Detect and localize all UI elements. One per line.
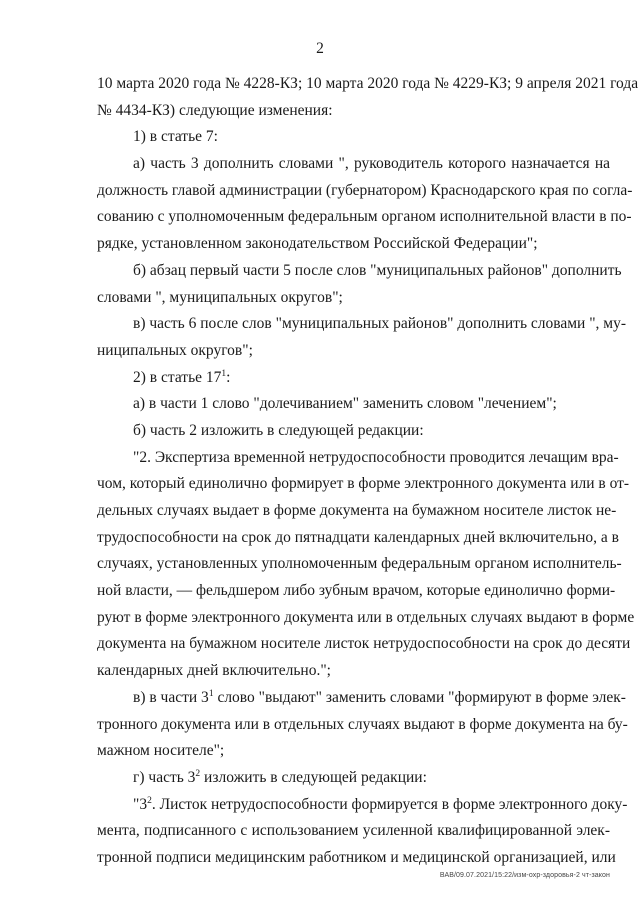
text-line-content: а) в части 1 слово "долечиванием" заменить словом "лечением"; xyxy=(133,395,557,413)
text-line-content: 10 марта 2020 года № 4228-КЗ; 10 марта 2020 года № 4229-КЗ; 9 апреля 2021 года xyxy=(97,75,639,92)
text-line xyxy=(97,445,619,472)
text-line-content: должность главой администрации (губернатором) Краснодарского края по согла- xyxy=(97,181,633,199)
superscript: 2 xyxy=(195,768,201,779)
text-line-content: "3 xyxy=(133,795,148,813)
text-line xyxy=(97,578,616,605)
text-line xyxy=(97,365,610,392)
text-line-content: календарных дней включительно."; xyxy=(97,662,331,680)
text-line-content: б) абзац первый части 5 после слов "муниципальных районов" дополнить xyxy=(133,261,622,279)
text-line-continuation: : xyxy=(226,368,231,386)
text-line xyxy=(97,178,633,205)
text-line xyxy=(97,818,610,845)
text-line xyxy=(97,551,622,578)
text-line-content: словами ", муниципальных округов"; xyxy=(97,288,343,306)
text-line xyxy=(97,471,630,498)
text-line-content: "2. Экспертиза временной нетрудоспособности проводится лечащим вра- xyxy=(133,448,619,466)
text-line-content: 1) в статье 7: xyxy=(133,128,218,146)
text-line xyxy=(97,311,627,338)
text-line-content: ной власти, — фельдшером либо зубным врачом, которые единолично форми- xyxy=(97,582,616,600)
text-line-content: г) часть 3 xyxy=(133,768,196,786)
text-line xyxy=(97,391,610,418)
text-line xyxy=(97,285,610,312)
document-body xyxy=(97,71,639,872)
text-line xyxy=(97,631,631,658)
text-line xyxy=(97,498,617,525)
text-line-content: чом, который единолично формирует в форме электронного документа или в от- xyxy=(97,475,630,493)
text-line xyxy=(97,712,628,739)
text-line xyxy=(97,124,610,151)
text-line-content: № 4434-КЗ) следующие изменения: xyxy=(97,101,333,119)
superscript: 2 xyxy=(147,795,152,806)
text-line-content: рядке, установленном законодательством Российской Федерации"; xyxy=(97,235,538,253)
text-line xyxy=(97,151,610,178)
text-line xyxy=(97,658,610,685)
text-line-content: а) часть 3 дополнить словами ", руководитель которого назначается на xyxy=(133,155,610,173)
text-line-content: тронной подписи медицинским работником и медицинской организацией, или xyxy=(97,848,616,866)
text-line-content: случаях, установленных уполномоченным федеральным органом исполнитель- xyxy=(97,555,622,573)
superscript: 1 xyxy=(208,688,214,699)
text-line xyxy=(97,338,610,365)
text-line-content: трудоспособности на срок до пятнадцати календарных дней включительно, а в xyxy=(97,528,619,546)
text-line xyxy=(97,605,635,632)
text-line-content: ниципальных округов"; xyxy=(97,341,253,359)
text-line-continuation: . Листок нетрудоспособности формируется в форме электронного доку- xyxy=(151,795,628,813)
text-line-content: сованию с уполномоченным федеральным органом исполнительной власти в по- xyxy=(97,208,632,226)
text-line xyxy=(97,738,610,765)
text-line-continuation: слово "выдают" заменить словами "формируют в форме элек- xyxy=(213,688,626,706)
text-line xyxy=(97,845,616,872)
text-line xyxy=(97,71,639,98)
text-line xyxy=(97,98,610,125)
text-line-content: тронного документа или в отдельных случаях выдают в форме документа на бу- xyxy=(97,715,628,733)
text-line xyxy=(97,204,632,231)
text-line xyxy=(97,231,610,258)
text-line-content: документа на бумажном носителе листок нетрудоспособности на срок до десяти xyxy=(97,635,631,653)
text-line-content: мажном носителе"; xyxy=(97,742,225,760)
text-line-content: в) часть 6 после слов "муниципальных районов" дополнить словами ", му- xyxy=(133,315,627,333)
text-line xyxy=(97,258,622,285)
document-footer-code: ВАВ/09.07.2021/15:22/изм-охр-здоровья-2 чт-закон xyxy=(439,872,610,879)
text-line-content: мента, подписанного с использованием усиленной квалифицированной элек- xyxy=(97,822,610,840)
text-line xyxy=(97,765,610,792)
text-line-content: дельных случаях выдает в форме документа на бумажном носителе листок не- xyxy=(97,502,617,519)
text-line-content: руют в форме электронного документа или в отдельных случаях выдают в форме xyxy=(97,608,635,626)
page-number: 2 xyxy=(316,40,324,57)
text-line xyxy=(97,685,626,712)
text-line-content: 2) в статье 17 xyxy=(133,368,222,386)
text-line-content: б) часть 2 изложить в следующей редакции: xyxy=(133,421,424,439)
text-line xyxy=(97,418,610,445)
text-line-content: в) в части 3 xyxy=(133,688,209,706)
text-line-continuation: изложить в следующей редакции: xyxy=(200,768,427,786)
text-line xyxy=(97,525,619,552)
superscript: 1 xyxy=(221,368,227,379)
text-line xyxy=(97,792,628,819)
